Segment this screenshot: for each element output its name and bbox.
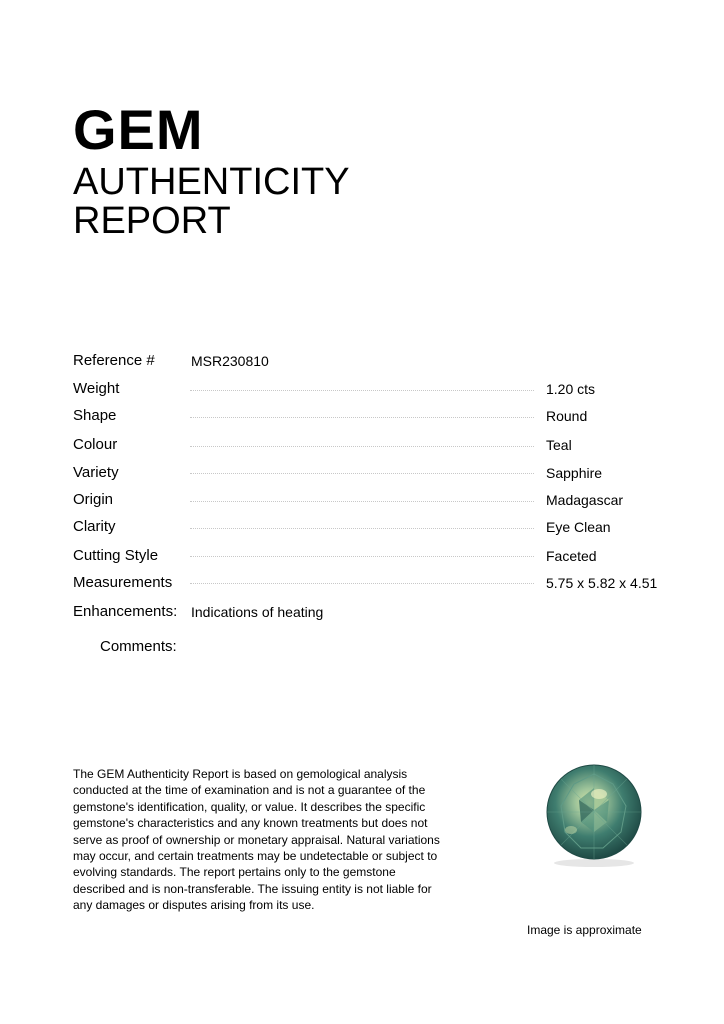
detail-value-cutting-style: Faceted xyxy=(546,548,597,564)
detail-label-shape: Shape xyxy=(73,407,117,424)
leader-line xyxy=(190,501,534,502)
detail-label-clarity: Clarity xyxy=(73,518,116,535)
detail-label-origin: Origin xyxy=(73,491,114,508)
title-authenticity: AUTHENTICITY xyxy=(73,161,350,203)
detail-value-weight: 1.20 cts xyxy=(546,381,596,397)
leader-line xyxy=(190,583,534,584)
comments-label: Comments: xyxy=(100,638,177,655)
leader-line xyxy=(190,390,534,391)
enhancements-value: Indications of heating xyxy=(191,604,324,620)
enhancements-label: Enhancements: xyxy=(73,603,178,620)
leader-line xyxy=(190,528,534,529)
gemstone-image xyxy=(541,760,647,868)
title-gem: GEM xyxy=(73,98,204,161)
detail-label-variety: Variety xyxy=(73,464,119,481)
leader-line xyxy=(190,473,534,474)
disclaimer-text: The GEM Authenticity Report is based on gemological analysis conducted at the time of examination and is not a guarantee of the gemstone's identification, quality, or value. It describes the specific gemstone's characteristics and any known treatments but does not serve as proof of ownership or monetary appraisal. Natural variations may occur, and certain treatments may be undetectable or subject to evolving standards. The report pertains only to the gemstone described and is non-transferable. The issuing entity is not liable for any damages or disputes arising from its use. xyxy=(73,767,440,913)
detail-label-measurements: Measurements xyxy=(73,574,173,591)
reference-value: MSR230810 xyxy=(191,353,269,369)
detail-value-measurements: 5.75 x 5.82 x 4.51 xyxy=(546,575,658,591)
detail-label-weight: Weight xyxy=(73,380,120,397)
detail-value-colour: Teal xyxy=(546,437,572,453)
detail-label-cutting-style: Cutting Style xyxy=(73,547,159,564)
detail-value-variety: Sapphire xyxy=(546,465,603,481)
detail-value-clarity: Eye Clean xyxy=(546,519,611,535)
image-caption: Image is approximate xyxy=(527,923,642,937)
title-report: REPORT xyxy=(73,200,231,242)
leader-line xyxy=(190,417,534,418)
detail-label-colour: Colour xyxy=(73,436,118,453)
detail-value-origin: Madagascar xyxy=(546,492,624,508)
leader-line xyxy=(190,556,534,557)
reference-label: Reference # xyxy=(73,352,155,369)
detail-value-shape: Round xyxy=(546,408,588,424)
leader-line xyxy=(190,446,534,447)
